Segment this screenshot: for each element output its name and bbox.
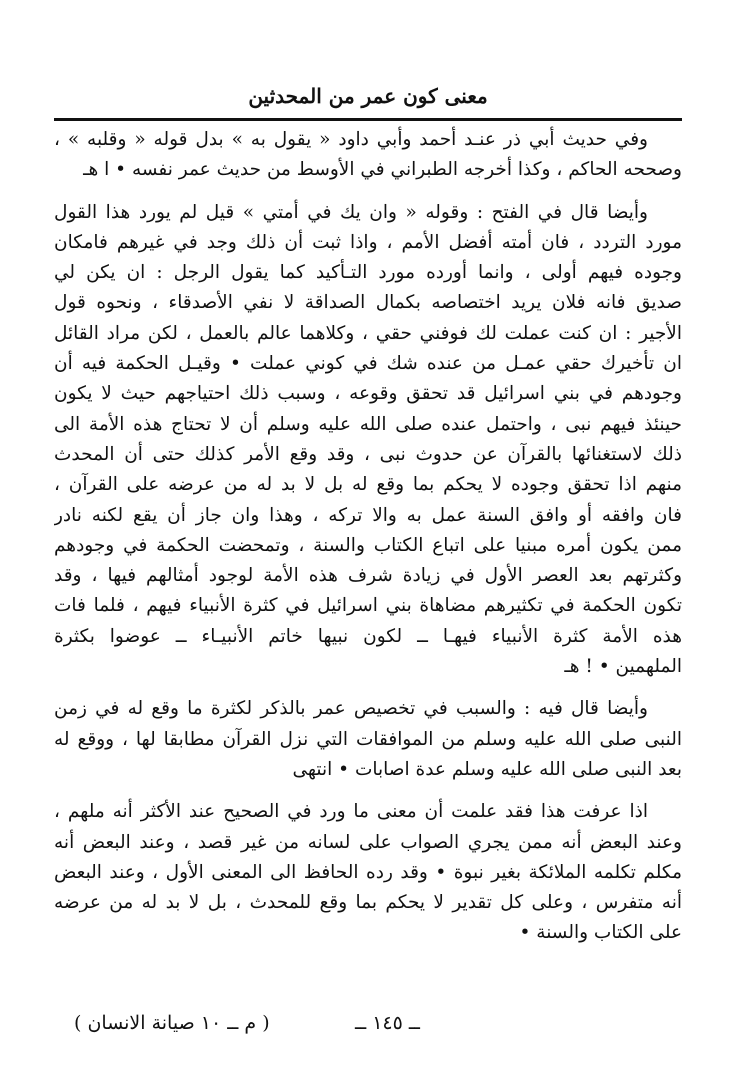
- signature-mark: ( م ــ ١٠ صيانة الانسان ): [74, 1012, 270, 1034]
- text-line: حينئذ فيهم نبى ، واحتمل عنده صلى الله عليه وسلم أن لا تحتاج هذه الأمة الى: [54, 413, 682, 435]
- paragraph: [54, 198, 682, 683]
- text-line: وصححه الحاكم ، وكذا أخرجه الطبراني في الأوسط من حديث عمر نفسه • ا هـ: [83, 159, 682, 181]
- text-line: وعند البعض أنه ممن يجري الصواب على لسانه من غير قصد ، وعند البعض أنه: [54, 831, 682, 853]
- text-line: بعد النبى صلى الله عليه وسلم عدة اصابات • انتهى: [292, 758, 682, 780]
- paragraph: [54, 797, 682, 948]
- text-line: تكون الحكمة في تكثيرهم مضاهاة بني اسرائيل في كثرة الأنبياء فيهم ، فلما فات: [54, 595, 682, 617]
- text-line: فان وافقه أو وافق السنة عمل به والا تركه ، وهذا وان جاز أن يقع لكنه نادر: [54, 504, 682, 526]
- text-line: صديق فانه فلان يريد اختصاصه بكمال الصداقة لا نفي الأصدقاء ، ونحوه قول: [54, 292, 682, 314]
- text-line: اذا عرفت هذا فقد علمت أن معنى ما ورد في الصحيح عند الأكثر أنه ملهم ،: [54, 801, 648, 823]
- header-rule: [54, 118, 682, 121]
- body-text: [54, 125, 682, 949]
- text-line: النبى صلى الله عليه وسلم من الموافقات التي نزل القرآن مطابقا لها ، ووقع له: [54, 728, 682, 750]
- text-line: مورد التردد ، فان أمته أفضل الأمم ، واذا ثبت أن ذلك وجد في غيرهم فامكان: [54, 231, 682, 253]
- paragraph: [54, 125, 682, 186]
- text-line: الملهمين • ! هـ: [564, 656, 682, 678]
- text-line: وكثرتهم بعد العصر الأول في زيادة شرف هذه الأمة لوجود أمثالهم فيها ، وقد: [54, 565, 682, 587]
- text-line: مكلم تكلمه الملائكة بغير نبوة • وقد رده الحافظ الى المعنى الأول ، وعند البعض: [54, 861, 682, 883]
- text-line: هذه الأمة كثرة الأنبياء فيهـا ــ لكون نبيها خاتم الأنبيـاء ــ عوضوا بكثرة: [54, 625, 682, 647]
- text-line: على الكتاب والسنة •: [519, 922, 682, 944]
- text-line: ان تأخيرك حقي عمـل من عنده شك في كوني عملت • وقيـل الحكمة فيه أن: [54, 353, 682, 375]
- text-line: وفي حديث أبي ذر عنـد أحمد وأبي داود « يقول به » بدل قوله « وقلبه » ،: [54, 129, 648, 150]
- text-line: وجوده فيهم أولى ، وانما أورده مورد التـأكيد كما يقول الرجل : ان يكن لي: [54, 262, 682, 284]
- book-page: [54, 82, 682, 1072]
- text-line: وجودهم في بني اسرائيل قد تحقق وقوعه ، وسبب ذلك احتياجهم حيث لا يكون: [54, 383, 682, 405]
- paragraph: [54, 694, 682, 785]
- running-head-title: معنى كون عمر من المحدثين: [248, 84, 488, 108]
- page-number: ــ ١٤٥ ــ: [355, 1012, 420, 1034]
- text-line: أنه متفرس ، وعلى كل تقدير لا يحكم بما وقع للمحدث ، بل لا بد له من عرضه: [54, 892, 682, 914]
- text-line: وأيضا قال في الفتح : وقوله « وان يك في أمتي » قيل لم يورد هذا القول: [54, 201, 648, 223]
- text-line: ذلك لاستغنائها بالقرآن عن حدوث نبى ، وقد وقع الأمر كذلك حتى أن المحدث: [54, 443, 682, 465]
- text-line: منهم اذا تحقق وجوده لا يحكم بما وقع له بل لا بد له من عرضه على القرآن ،: [54, 474, 682, 496]
- text-line: ممن يكون أمره مبنيا على اتباع الكتاب والسنة ، وتمحضت الحكمة في وجودهم: [54, 534, 682, 556]
- text-line: الأجير : ان كنت عملت لك فوفني حقي ، وكلاهما عالم بالعمل ، لكن مراد القائل: [54, 322, 682, 344]
- text-line: وأيضا قال فيه : والسبب في تخصيص عمر بالذكر لكثرة ما وقع له في زمن: [54, 698, 648, 720]
